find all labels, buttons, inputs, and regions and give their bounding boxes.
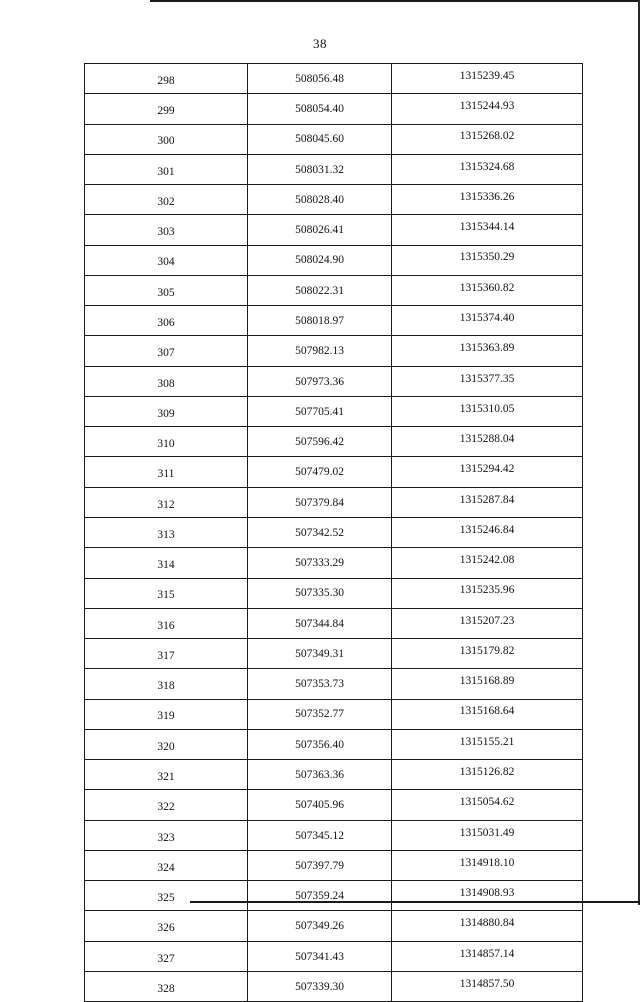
y-coordinate-cell: 1315239.45 — [392, 64, 583, 94]
table-row — [85, 124, 583, 154]
x-coordinate-cell: 507356.40 — [248, 729, 392, 759]
point-number-cell: 301 — [85, 154, 248, 184]
point-number-cell: 305 — [85, 275, 248, 305]
point-number-cell: 311 — [85, 457, 248, 487]
x-coordinate-cell: 507345.12 — [248, 820, 392, 850]
x-coordinate-cell: 508022.31 — [248, 275, 392, 305]
x-coordinate-cell: 507359.24 — [248, 881, 392, 911]
point-number-cell: 316 — [85, 608, 248, 638]
x-coordinate-cell: 507353.73 — [248, 669, 392, 699]
x-coordinate-cell: 507344.84 — [248, 608, 392, 638]
y-coordinate-cell: 1315126.82 — [392, 760, 583, 790]
x-coordinate-cell: 508024.90 — [248, 245, 392, 275]
x-coordinate-cell: 507349.26 — [248, 911, 392, 941]
x-coordinate-cell: 508056.48 — [248, 64, 392, 94]
x-coordinate-cell: 507335.30 — [248, 578, 392, 608]
table-row — [85, 457, 583, 487]
point-number-cell: 327 — [85, 941, 248, 971]
y-coordinate-cell: 1315168.64 — [392, 699, 583, 729]
x-coordinate-cell: 507705.41 — [248, 396, 392, 426]
x-coordinate-cell: 508028.40 — [248, 185, 392, 215]
x-coordinate-cell: 508054.40 — [248, 94, 392, 124]
table-row — [85, 760, 583, 790]
y-coordinate-cell: 1314857.50 — [392, 971, 583, 1001]
table-row — [85, 245, 583, 275]
table-row — [85, 941, 583, 971]
table-row — [85, 820, 583, 850]
point-number-cell: 315 — [85, 578, 248, 608]
x-coordinate-cell: 507339.30 — [248, 971, 392, 1001]
point-number-cell: 325 — [85, 881, 248, 911]
point-number-cell: 326 — [85, 911, 248, 941]
point-number-cell: 328 — [85, 971, 248, 1001]
y-coordinate-cell: 1315360.82 — [392, 275, 583, 305]
x-coordinate-cell: 507363.36 — [248, 760, 392, 790]
x-coordinate-cell: 507405.96 — [248, 790, 392, 820]
y-coordinate-cell: 1315294.42 — [392, 457, 583, 487]
point-number-cell: 323 — [85, 820, 248, 850]
y-coordinate-cell: 1315031.49 — [392, 820, 583, 850]
x-coordinate-cell: 507973.36 — [248, 366, 392, 396]
point-number-cell: 321 — [85, 760, 248, 790]
point-number-cell: 306 — [85, 306, 248, 336]
point-number-cell: 300 — [85, 124, 248, 154]
point-number-cell: 310 — [85, 427, 248, 457]
x-coordinate-cell: 507349.31 — [248, 639, 392, 669]
point-number-cell: 322 — [85, 790, 248, 820]
table-row — [85, 64, 583, 94]
point-number-cell: 303 — [85, 215, 248, 245]
table-row — [85, 215, 583, 245]
x-coordinate-cell: 507479.02 — [248, 457, 392, 487]
y-coordinate-cell: 1315268.02 — [392, 124, 583, 154]
table-row — [85, 578, 583, 608]
x-coordinate-cell: 507596.42 — [248, 427, 392, 457]
y-coordinate-cell: 1315324.68 — [392, 154, 583, 184]
table-row — [85, 911, 583, 941]
y-coordinate-cell: 1315350.29 — [392, 245, 583, 275]
y-coordinate-cell: 1314880.84 — [392, 911, 583, 941]
x-coordinate-cell: 508018.97 — [248, 306, 392, 336]
table-row — [85, 971, 583, 1001]
table-row — [85, 639, 583, 669]
table-row — [85, 185, 583, 215]
y-coordinate-cell: 1315207.23 — [392, 608, 583, 638]
scan-edge-top — [150, 0, 640, 2]
x-coordinate-cell: 507341.43 — [248, 941, 392, 971]
point-number-cell: 313 — [85, 517, 248, 547]
x-coordinate-cell: 507379.84 — [248, 487, 392, 517]
table-row — [85, 850, 583, 880]
table-row — [85, 669, 583, 699]
point-number-cell: 308 — [85, 366, 248, 396]
y-coordinate-cell: 1315287.84 — [392, 487, 583, 517]
table-row — [85, 729, 583, 759]
point-number-cell: 320 — [85, 729, 248, 759]
y-coordinate-cell: 1315235.96 — [392, 578, 583, 608]
point-number-cell: 312 — [85, 487, 248, 517]
point-number-cell: 314 — [85, 548, 248, 578]
table-row — [85, 366, 583, 396]
table-row — [85, 396, 583, 426]
point-number-cell: 317 — [85, 639, 248, 669]
table-row — [85, 275, 583, 305]
y-coordinate-cell: 1315288.04 — [392, 427, 583, 457]
point-number-cell: 298 — [85, 64, 248, 94]
y-coordinate-cell: 1315310.05 — [392, 396, 583, 426]
y-coordinate-cell: 1315054.62 — [392, 790, 583, 820]
point-number-cell: 302 — [85, 185, 248, 215]
table-row — [85, 94, 583, 124]
table-row — [85, 336, 583, 366]
y-coordinate-cell: 1314908.93 — [392, 881, 583, 911]
x-coordinate-cell: 507982.13 — [248, 336, 392, 366]
y-coordinate-cell: 1315246.84 — [392, 517, 583, 547]
table-row — [85, 517, 583, 547]
y-coordinate-cell: 1315155.21 — [392, 729, 583, 759]
y-coordinate-cell: 1315179.82 — [392, 639, 583, 669]
table-row — [85, 699, 583, 729]
point-number-cell: 304 — [85, 245, 248, 275]
table-row — [85, 154, 583, 184]
point-number-cell: 319 — [85, 699, 248, 729]
x-coordinate-cell: 507352.77 — [248, 699, 392, 729]
table-row — [85, 306, 583, 336]
x-coordinate-cell: 507397.79 — [248, 850, 392, 880]
point-number-cell: 309 — [85, 396, 248, 426]
table-row — [85, 881, 583, 911]
point-number-cell: 299 — [85, 94, 248, 124]
table-row — [85, 548, 583, 578]
y-coordinate-cell: 1314857.14 — [392, 941, 583, 971]
x-coordinate-cell: 507333.29 — [248, 548, 392, 578]
page-number: 38 — [313, 36, 327, 51]
y-coordinate-cell: 1314918.10 — [392, 850, 583, 880]
x-coordinate-cell: 508045.60 — [248, 124, 392, 154]
table-row — [85, 427, 583, 457]
x-coordinate-cell: 508031.32 — [248, 154, 392, 184]
table-row — [85, 608, 583, 638]
table-row — [85, 790, 583, 820]
y-coordinate-cell: 1315374.40 — [392, 306, 583, 336]
y-coordinate-cell: 1315244.93 — [392, 94, 583, 124]
coordinates-table — [84, 63, 583, 1002]
point-number-cell: 307 — [85, 336, 248, 366]
y-coordinate-cell: 1315344.14 — [392, 215, 583, 245]
coordinates-table-body — [85, 64, 583, 1002]
table-row — [85, 487, 583, 517]
y-coordinate-cell: 1315377.35 — [392, 366, 583, 396]
x-coordinate-cell: 508026.41 — [248, 215, 392, 245]
y-coordinate-cell: 1315242.08 — [392, 548, 583, 578]
point-number-cell: 318 — [85, 669, 248, 699]
y-coordinate-cell: 1315336.26 — [392, 185, 583, 215]
point-number-cell: 324 — [85, 850, 248, 880]
y-coordinate-cell: 1315363.89 — [392, 336, 583, 366]
x-coordinate-cell: 507342.52 — [248, 517, 392, 547]
y-coordinate-cell: 1315168.89 — [392, 669, 583, 699]
